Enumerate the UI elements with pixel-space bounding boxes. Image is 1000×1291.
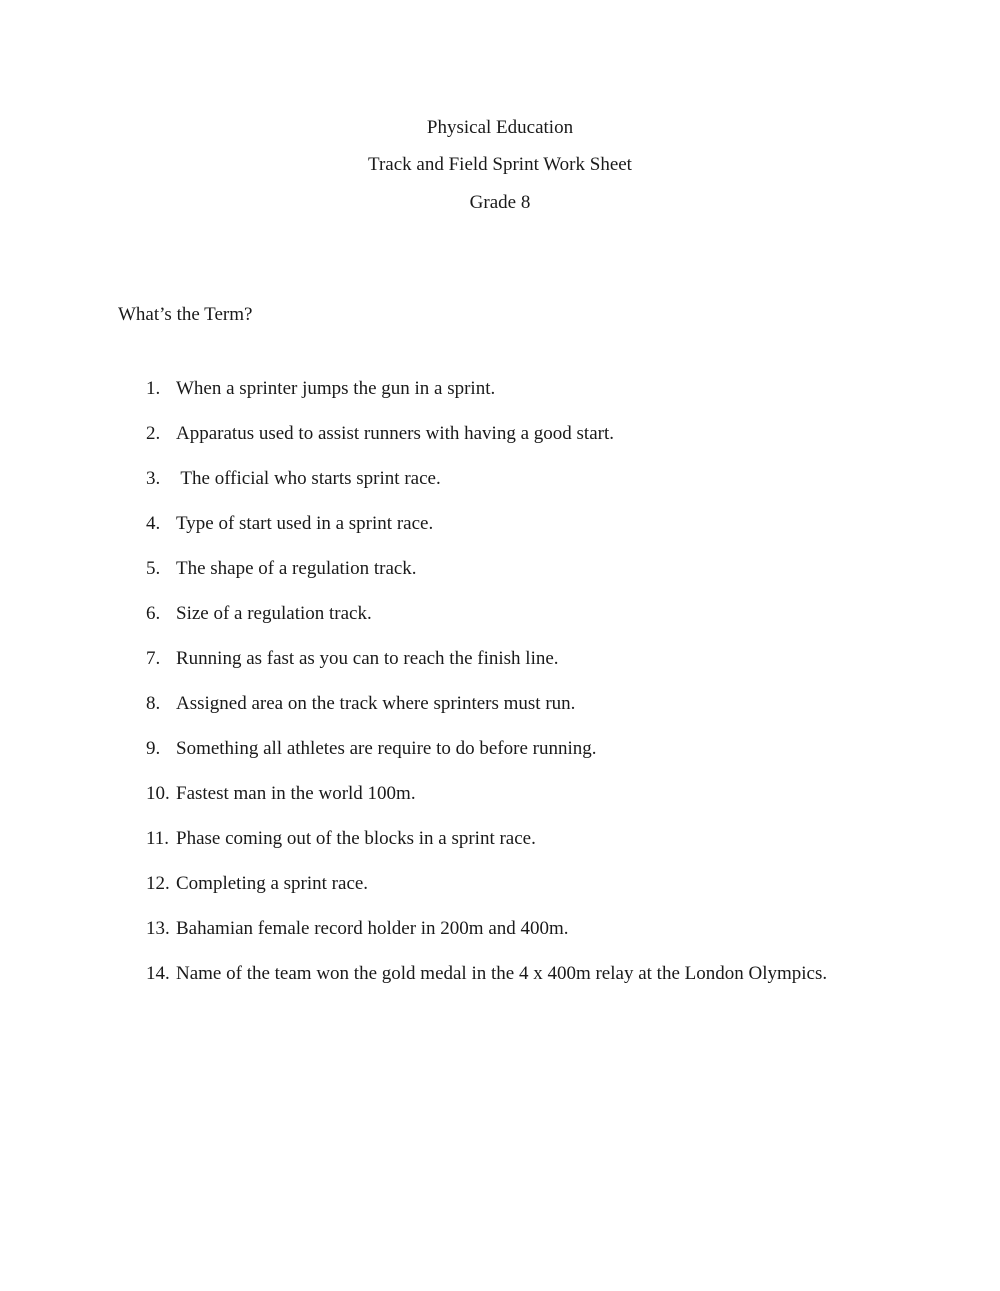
question-text: Completing a sprint race. [176,873,369,894]
question-number: 1. [146,378,161,399]
question-text: Bahamian female record holder in 200m and 400m. [176,918,569,939]
worksheet-title: Track and Field Sprint Work Sheet [368,154,632,175]
question-text: Assigned area on the track where sprinters must run. [176,693,576,714]
question-text: Size of a regulation track. [176,603,372,624]
question-number: 6. [146,603,161,624]
question-number: 7. [146,648,161,669]
question-text: Name of the team won the gold medal in the 4 x 400m relay at the London Olympics. [176,963,828,984]
question-number: 4. [146,513,161,534]
question-number: 3. [146,468,161,489]
question-text: The shape of a regulation track. [176,558,417,579]
question-number: 14. [146,963,170,984]
question-text: When a sprinter jumps the gun in a sprint. [176,378,496,399]
question-text: Type of start used in a sprint race. [176,513,434,534]
question-number: 9. [146,738,161,759]
question-number: 5. [146,558,161,579]
grade-label: Grade 8 [469,192,531,213]
question-number: 10. [146,783,170,804]
question-text: Running as fast as you can to reach the finish line. [176,648,559,669]
question-text: Phase coming out of the blocks in a sprint race. [176,828,536,849]
question-number: 11. [146,828,170,849]
question-text: Something all athletes are require to do before running. [176,738,597,759]
question-number: 8. [146,693,161,714]
question-text: Fastest man in the world 100m. [176,783,416,804]
question-number: 12. [146,873,170,894]
section-heading: What’s the Term? [118,304,253,325]
question-text: The official who starts sprint race. [176,468,441,489]
subject-title: Physical Education [426,117,574,138]
question-number: 13. [146,918,170,939]
question-number: 2. [146,423,161,444]
question-text: Apparatus used to assist runners with having a good start. [176,423,614,444]
